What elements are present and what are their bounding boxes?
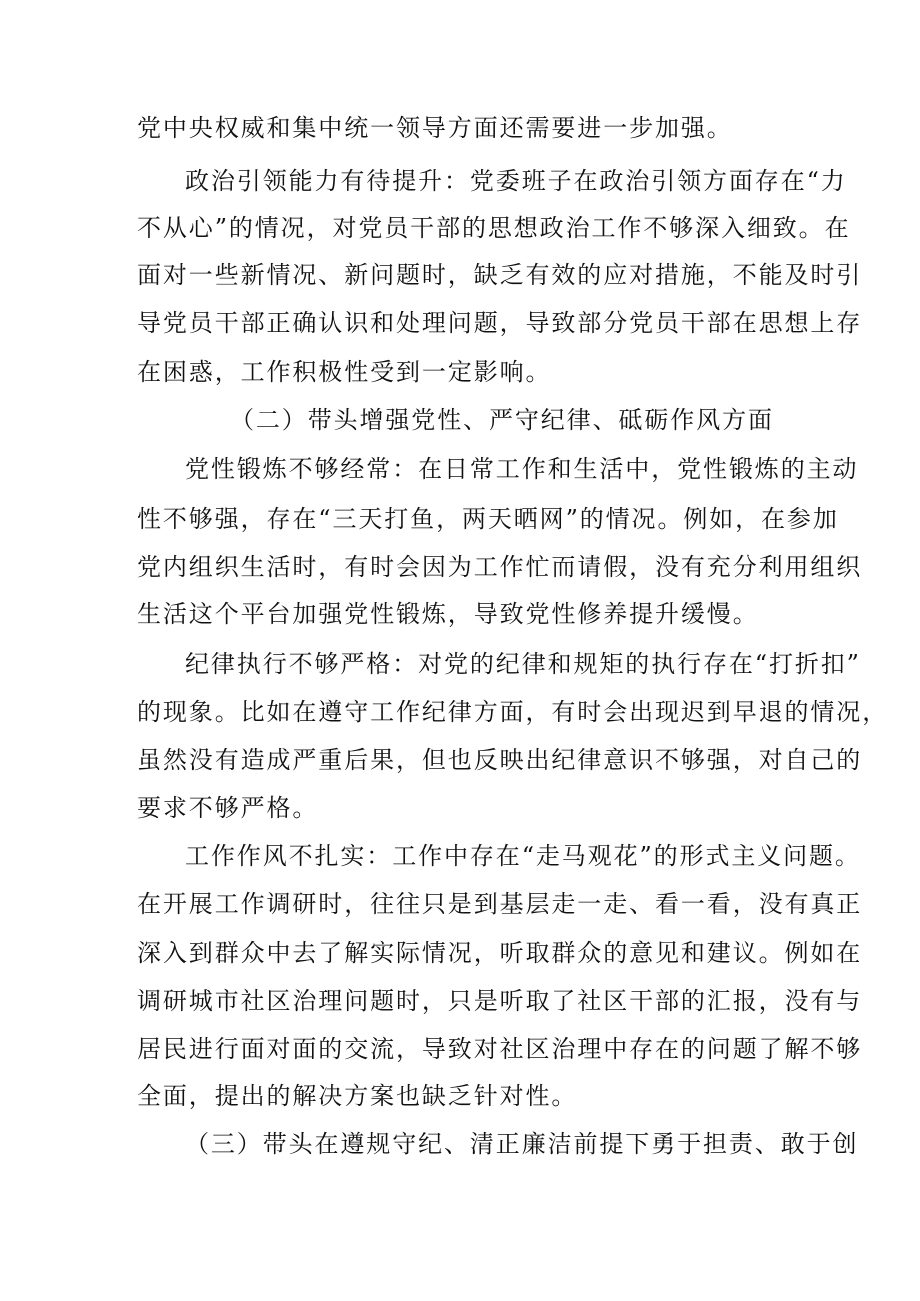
paragraph-line: 深入到群众中去了解实际情况，听取群众的意见和建议。例如在 xyxy=(137,939,863,967)
paragraph-line: 不从心”的情况，对党员干部的思想政治工作不够深入细致。在 xyxy=(137,214,851,242)
section-heading: （二）带头增强党性、严守纪律、砥砺作风方面 xyxy=(230,406,774,434)
paragraph-line: 党内组织生活时，有时会因为工作忙而请假，没有充分利用组织 xyxy=(137,553,863,581)
paragraph-line: 调研城市社区治理问题时，只是听取了社区干部的汇报，没有与 xyxy=(137,987,863,1015)
section-heading: （三）带头在遵规守纪、清正廉洁前提下勇于担责、敢于创 xyxy=(185,1130,859,1158)
paragraph-line: 纪律执行不够严格：对党的纪律和规矩的执行存在“打折扣” xyxy=(185,650,861,678)
paragraph-line: 要求不够严格。 xyxy=(137,794,319,822)
paragraph-line: 居民进行面对面的交流，导致对社区治理中存在的问题了解不够 xyxy=(137,1035,863,1063)
paragraph-line: 党性锻炼不够经常：在日常工作和生活中，党性锻炼的主动 xyxy=(185,455,859,483)
paragraph-line: 生活这个平台加强党性锻炼，导致党性修养提升缓慢。 xyxy=(137,600,759,628)
paragraph-line: 性不够强，存在“三天打鱼，两天晒网”的情况。例如，在参加 xyxy=(137,505,839,533)
paragraph-line: 在开展工作调研时，往往只是到基层走一走、看一看，没有真正 xyxy=(137,890,863,918)
paragraph-line: 虽然没有造成严重后果，但也反映出纪律意识不够强，对自己的 xyxy=(137,746,863,774)
paragraph-line: 工作作风不扎实：工作中存在“走马观花”的形式主义问题。 xyxy=(185,842,861,870)
paragraph-line: 全面，提出的解决方案也缺乏针对性。 xyxy=(137,1082,578,1110)
paragraph-line: 的现象。比如在遵守工作纪律方面，有时会出现迟到早退的情况， xyxy=(137,698,889,726)
paragraph-line: 党中央权威和集中统一领导方面还需要进一步加强。 xyxy=(137,114,733,142)
paragraph-line: 政治引领能力有待提升：党委班子在政治引领方面存在“力 xyxy=(185,167,847,195)
paragraph-line: 面对一些新情况、新问题时，缺乏有效的应对措施，不能及时引 xyxy=(137,261,863,289)
paragraph-line: 导党员干部正确认识和处理问题，导致部分党员干部在思想上存 xyxy=(137,309,863,337)
paragraph-line: 在困惑，工作积极性受到一定影响。 xyxy=(137,358,552,386)
